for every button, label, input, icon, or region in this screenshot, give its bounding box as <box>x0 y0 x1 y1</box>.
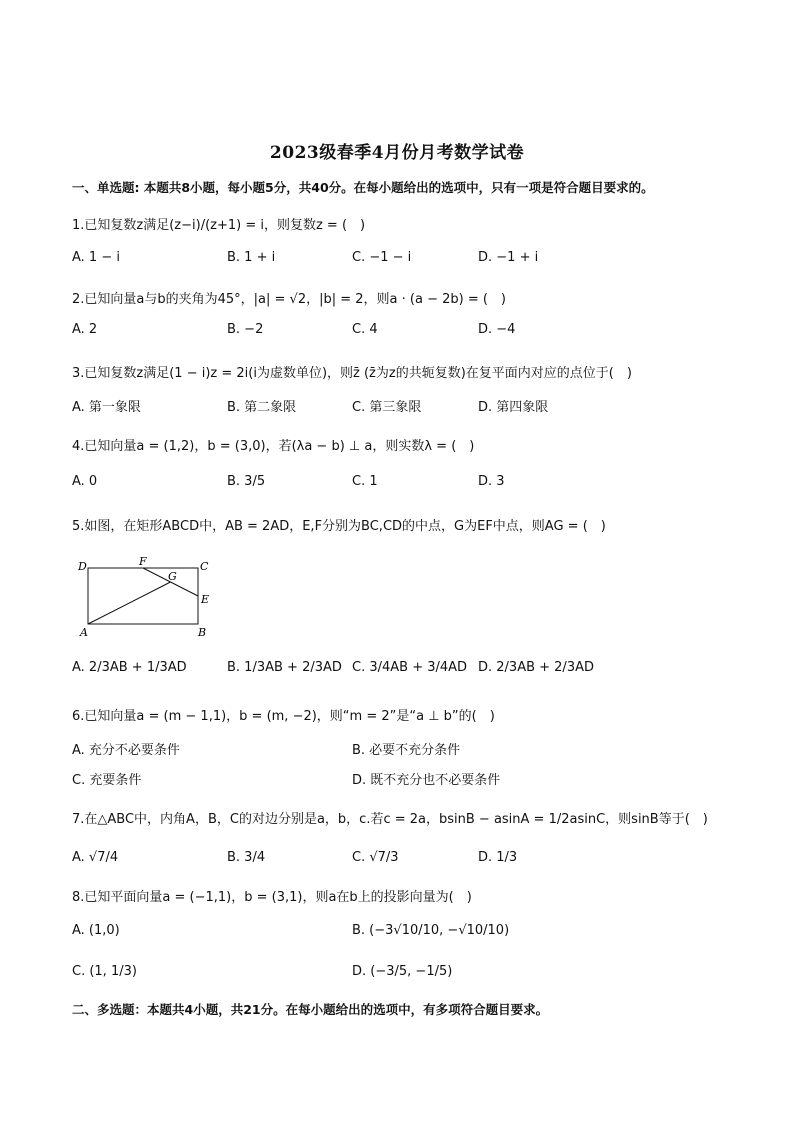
label-f: F <box>139 556 147 568</box>
question-7-stem: 7.在△ABC中，内角A，B，C的对边分别是a，b，c.若c = 2a，bsinB − asinA = 1/2asinC，则sinB等于( ) <box>72 812 708 827</box>
question-5-option-d[interactable]: D. 2/3AB + 2/3AD <box>478 660 594 675</box>
label-d: D <box>78 560 87 573</box>
rectangle-abcd-figure <box>76 556 216 638</box>
question-8-option-a[interactable]: A. (1,0) <box>72 923 120 938</box>
question-4-stem: 4.已知向量a = (1,2)，b = (3,0)，若(λa − b) ⊥ a，则实数λ = ( ) <box>72 439 475 454</box>
question-5-option-b[interactable]: B. 1/3AB + 2/3AD <box>227 660 342 675</box>
label-c: C <box>200 560 209 573</box>
question-8-option-d[interactable]: D. (−3/5, −1/5) <box>352 964 453 979</box>
question-7-option-d[interactable]: D. 1/3 <box>478 850 518 865</box>
question-1-option-d[interactable]: D. −1 + i <box>478 250 539 265</box>
question-6-option-a[interactable]: A. 充分不必要条件 <box>72 743 180 758</box>
question-2-option-d[interactable]: D. −4 <box>478 322 516 337</box>
question-1-option-b[interactable]: B. 1 + i <box>227 250 276 265</box>
question-1-option-c[interactable]: C. −1 − i <box>352 250 412 265</box>
question-1-stem: 1.已知复数z满足(z−i)/(z+1) = i，则复数z = ( ) <box>72 218 366 233</box>
question-6-option-d[interactable]: D. 既不充分也不必要条件 <box>352 773 501 788</box>
question-5-option-c[interactable]: C. 3/4AB + 3/4AD <box>352 660 468 675</box>
page-title: 2023级春季4月份月考数学试卷 <box>269 143 525 163</box>
question-4-option-a[interactable]: A. 0 <box>72 474 98 489</box>
question-5-stem: 5.如图，在矩形ABCD中，AB = 2AD，E,F分别为BC,CD的中点，G为EF中点，则AG = ( ) <box>72 519 606 534</box>
label-a: A <box>80 626 88 638</box>
question-2-option-c[interactable]: C. 4 <box>352 322 378 337</box>
question-4-option-b[interactable]: B. 3/5 <box>227 474 266 489</box>
question-2-option-a[interactable]: A. 2 <box>72 322 98 337</box>
question-8-option-b[interactable]: B. (−3√10/10, −√10/10) <box>352 923 510 938</box>
question-1-option-a[interactable]: A. 1 − i <box>72 250 120 265</box>
question-3-option-b[interactable]: B. 第二象限 <box>227 400 297 415</box>
question-7-option-c[interactable]: C. √7/3 <box>352 850 399 865</box>
section-multiple-choice: 二、多选题：本题共4小题，共21分。在每小题给出的选项中，有多项符合题目要求。 <box>72 1002 549 1017</box>
question-3-option-c[interactable]: C. 第三象限 <box>352 400 422 415</box>
label-b: B <box>198 626 207 638</box>
question-7-option-b[interactable]: B. 3/4 <box>227 850 266 865</box>
question-6-stem: 6.已知向量a = (m − 1,1)，b = (m, −2)，则“m = 2”是“a ⊥ b”的( ) <box>72 709 495 724</box>
section-single-choice: 一、单选题: 本题共8小题，每小题5分，共40分。在每小题给出的选项中，只有一项是符合题目要求的。 <box>72 180 654 195</box>
question-6-option-c[interactable]: C. 充要条件 <box>72 773 142 788</box>
question-3-option-a[interactable]: A. 第一象限 <box>72 400 141 415</box>
question-4-option-c[interactable]: C. 1 <box>352 474 378 489</box>
label-g: G <box>168 570 177 583</box>
question-2-option-b[interactable]: B. −2 <box>227 322 264 337</box>
question-7-option-a[interactable]: A. √7/4 <box>72 850 119 865</box>
question-3-option-d[interactable]: D. 第四象限 <box>478 400 549 415</box>
segment-ag <box>88 582 171 624</box>
question-5-option-a[interactable]: A. 2/3AB + 1/3AD <box>72 660 187 675</box>
question-8-option-c[interactable]: C. (1, 1/3) <box>72 964 137 979</box>
question-3-stem: 3.已知复数z满足(1 − i)z = 2i(i为虚数单位)，则z̄ (z̄为z的共轭复数)在复平面内对应的点位于( ) <box>72 366 632 381</box>
question-8-stem: 8.已知平面向量a = (−1,1)，b = (3,1)，则a在b上的投影向量为( ) <box>72 890 472 905</box>
label-e: E <box>201 593 210 606</box>
question-4-option-d[interactable]: D. 3 <box>478 474 505 489</box>
question-6-option-b[interactable]: B. 必要不充分条件 <box>352 743 461 758</box>
question-2-stem: 2.已知向量a与b的夹角为45°，|a| = √2，|b| = 2，则a · (a − 2b) = ( ) <box>72 292 506 307</box>
